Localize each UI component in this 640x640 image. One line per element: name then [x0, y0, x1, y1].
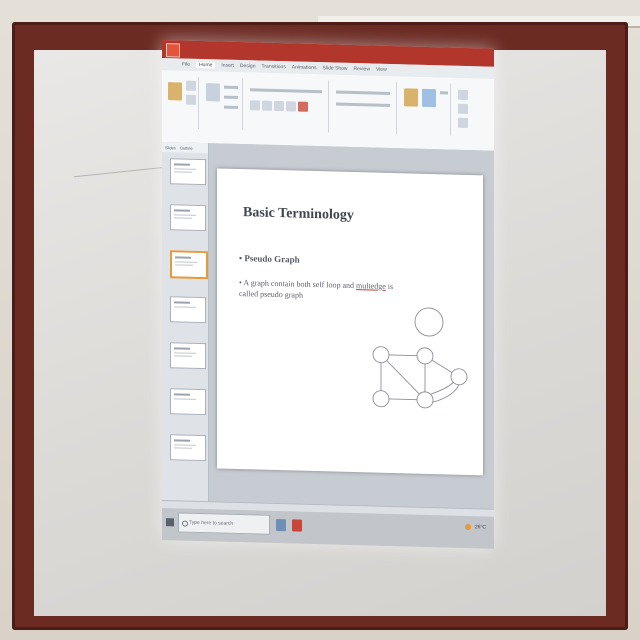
- graph-node: [373, 391, 389, 407]
- bullet-pseudo-graph: • Pseudo Graph: [239, 253, 300, 265]
- copy-icon[interactable]: [186, 95, 196, 105]
- current-slide[interactable]: [217, 168, 483, 475]
- tab-home[interactable]: Home: [196, 62, 215, 69]
- multi-edge: [433, 384, 459, 403]
- drawing-group: [400, 82, 451, 135]
- bullet-definition-prefix: • A graph contain both self loop and: [239, 278, 357, 291]
- graph-node: [417, 348, 433, 364]
- search-placeholder: Type here to search: [189, 519, 234, 527]
- slide-thumbnail[interactable]: [170, 342, 206, 369]
- start-icon[interactable]: [166, 518, 174, 526]
- powerpoint-icon[interactable]: [292, 519, 302, 531]
- graph-node: [417, 392, 433, 408]
- edge-icon[interactable]: [276, 519, 286, 531]
- tab-slide-show[interactable]: Slide Show: [322, 65, 348, 72]
- projected-window: [162, 40, 494, 549]
- multi-edge: [431, 382, 453, 395]
- section-label: [224, 106, 238, 109]
- slide-workarea: [209, 143, 494, 508]
- misspelled-word: multedge: [356, 281, 386, 291]
- graph-edge: [389, 399, 417, 400]
- slide-thumbnail[interactable]: [170, 158, 206, 185]
- bullet-definition-suffix: is called pseudo graph: [239, 281, 394, 300]
- ribbon: [162, 70, 494, 152]
- graph-edge: [387, 361, 419, 394]
- taskbar-search[interactable]: [178, 512, 270, 534]
- tab-insert[interactable]: Insert: [221, 62, 234, 69]
- weather-icon: [465, 524, 471, 530]
- shapes-icon[interactable]: [404, 88, 418, 106]
- powerpoint-app-icon[interactable]: [166, 43, 180, 57]
- pane-tabs: [162, 142, 208, 153]
- slide-thumbnail[interactable]: [170, 204, 206, 231]
- tab-outline[interactable]: Outline: [179, 144, 193, 151]
- tab-animations[interactable]: Animations: [291, 64, 317, 72]
- strikethrough-icon[interactable]: [286, 101, 296, 111]
- list-controls[interactable]: [336, 91, 390, 95]
- tab-transitions[interactable]: Transitions: [261, 63, 286, 71]
- font-group: [246, 78, 329, 132]
- find-icon[interactable]: [458, 90, 468, 100]
- tab-view[interactable]: View: [375, 66, 387, 73]
- paragraph-group: [332, 80, 397, 134]
- underline-icon[interactable]: [274, 101, 284, 111]
- font-color-icon[interactable]: [298, 102, 308, 112]
- tab-slides[interactable]: Slides: [165, 144, 176, 150]
- italic-icon[interactable]: [262, 101, 272, 111]
- slides-group: [202, 77, 243, 130]
- slide-thumbnail[interactable]: [170, 434, 206, 461]
- graph-node: [451, 369, 467, 385]
- search-icon: [182, 521, 188, 527]
- reset-label: [224, 96, 238, 99]
- shape-fill[interactable]: [440, 91, 448, 94]
- system-tray: [465, 524, 486, 531]
- arrange-icon[interactable]: [422, 89, 436, 107]
- slide-thumbnail[interactable]: [170, 388, 206, 415]
- tab-design[interactable]: Design: [239, 63, 256, 70]
- select-icon[interactable]: [458, 118, 468, 128]
- graph-edge: [432, 360, 452, 373]
- self-loop: [415, 308, 443, 337]
- editing-group: [454, 84, 490, 137]
- graph-node: [373, 347, 389, 363]
- temperature-label: 26°C: [474, 524, 486, 531]
- layout-label: [224, 86, 238, 89]
- slide-thumbnail-selected[interactable]: [170, 250, 208, 279]
- font-selector[interactable]: [250, 88, 322, 93]
- new-slide-icon[interactable]: [206, 83, 220, 101]
- align-controls[interactable]: [336, 103, 390, 107]
- bold-icon[interactable]: [250, 100, 260, 110]
- clipboard-group: [164, 76, 199, 129]
- graph-edge: [389, 355, 417, 356]
- tab-file[interactable]: File: [182, 61, 191, 68]
- slides-pane: [162, 142, 209, 501]
- paste-icon[interactable]: [168, 82, 182, 100]
- slide-title: Basic Terminology: [243, 205, 354, 224]
- pseudo-graph-diagram: [367, 290, 477, 423]
- cut-icon[interactable]: [186, 81, 196, 91]
- slide-thumbnail[interactable]: [170, 296, 206, 323]
- tab-review[interactable]: Review: [353, 66, 370, 73]
- replace-icon[interactable]: [458, 104, 468, 114]
